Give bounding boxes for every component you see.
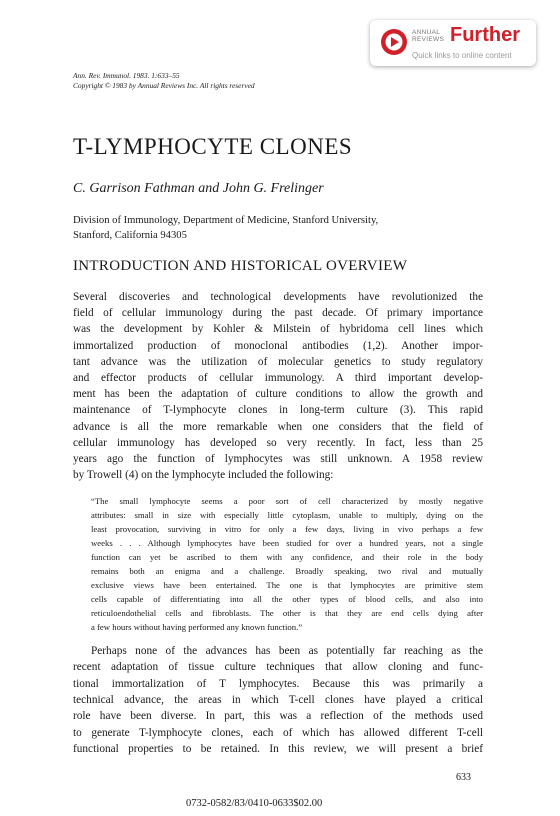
text-line: was the development by Kohler & Milstein of hybridoma cell lines which: [73, 323, 483, 336]
quote-line: reticuloendothelial cells and fibroblasts. The other is that they are end cells dying after: [91, 608, 483, 618]
article-title: T-LYMPHOCYTE CLONES: [73, 134, 353, 159]
text-line: Several discoveries and technological developments have revolutionized the: [73, 291, 483, 303]
quote-line: function can yet be ascribed to them with any confidence, and their role in the body: [91, 552, 483, 562]
badge-subtitle: Quick links to online content: [412, 51, 512, 60]
text-line: cellular immunology has developed so very recently. In fact, less than 25: [73, 436, 483, 449]
quote-line: least provocation, surviving in vitro for only a few days, living in vivo perhaps a few: [91, 524, 483, 534]
play-arrow-icon: [380, 28, 408, 56]
quote-line: weeks . . . Although lymphocytes have been studied for over a hundred years, not a single: [91, 538, 483, 548]
copyright-line: Copyright © 1983 by Annual Reviews Inc. All rights reserved: [73, 81, 255, 90]
text-line: maintenance of T-lymphocyte clones in long-term culture (3). This rapid: [73, 404, 483, 417]
affiliation: [73, 214, 493, 243]
section-heading: INTRODUCTION AND HISTORICAL OVERVIEW: [73, 258, 408, 274]
affiliation-line: Stanford, California 94305: [73, 229, 187, 241]
text-line: by Trowell (4) on the lymphocyte included the following:: [73, 469, 334, 482]
citation-line: Ann. Rev. Immunol. 1983. 1:633–55: [73, 71, 180, 80]
text-line: recent adaptation of tissue culture techniques that allow cloning and func-: [73, 661, 483, 674]
text-line: and effector products of cellular immunology. A third important develop-: [73, 372, 483, 384]
text-line: to generate T-lymphocyte clones, each of which has allowed different T-cell: [73, 726, 483, 739]
text-line: tant advance was the utilization of molecular genetics to study regulatory: [73, 355, 483, 368]
text-line: field of cellular immunology during the past decade. Of primary importance: [73, 307, 483, 320]
text-line: immortalized production of monoclonal antibodies (1,2). Another impor-: [73, 339, 483, 352]
text-line: technical advance, the areas in which T-cell clones have played a critical: [73, 693, 483, 706]
quote-line: attributes: small in size with especially little cytoplasm, unable to multiply, dying on the: [91, 510, 483, 520]
article-authors: C. Garrison Fathman and John G. Frelinger: [73, 181, 324, 196]
text-line: years ago the function of lymphocytes was still unknown. A 1958 review: [73, 453, 483, 465]
text-line: role have been diverse. In part, this was a reflection of the methods used: [73, 710, 483, 723]
quote-line: “The small lymphocyte seems a poor sort of cell characterized by mostly negative: [91, 496, 483, 506]
quote-line: a few hours without having performed any known function.”: [91, 622, 303, 632]
text-line: functional properties to be retained. In this review, we will present a brief: [73, 742, 483, 755]
page-number: 633: [456, 772, 471, 783]
quote-line: cells capable of differentiating into all the other types of blood cells, and also into: [91, 594, 483, 604]
quote-line: remains both an enigma and a challenge. Broadly speaking, two rival and mutually: [91, 566, 483, 576]
text-line: ment has been the adaptation of culture conditions to allow the growth and: [73, 388, 483, 401]
quote-line: exclusive views have been entertained. The one is that lymphocytes are primitive stem: [91, 580, 483, 590]
affiliation-line: Division of Immunology, Department of Medicine, Stanford University,: [73, 215, 379, 226]
text-line: tional immortalization of T lymphocytes. Because this was primarily a: [73, 677, 483, 690]
annual-reviews-further-badge[interactable]: [370, 20, 536, 66]
text-line: Perhaps none of the advances has been as potentially far reaching as the: [91, 645, 483, 657]
footer-code: 0732-0582/83/0410-0633$02.00: [186, 798, 323, 809]
badge-further-label: Further: [450, 24, 520, 46]
text-line: advance is all the more remarkable when one considers that the field of: [73, 420, 483, 433]
badge-publisher-label: ANNUAL REVIEWS: [412, 29, 445, 43]
